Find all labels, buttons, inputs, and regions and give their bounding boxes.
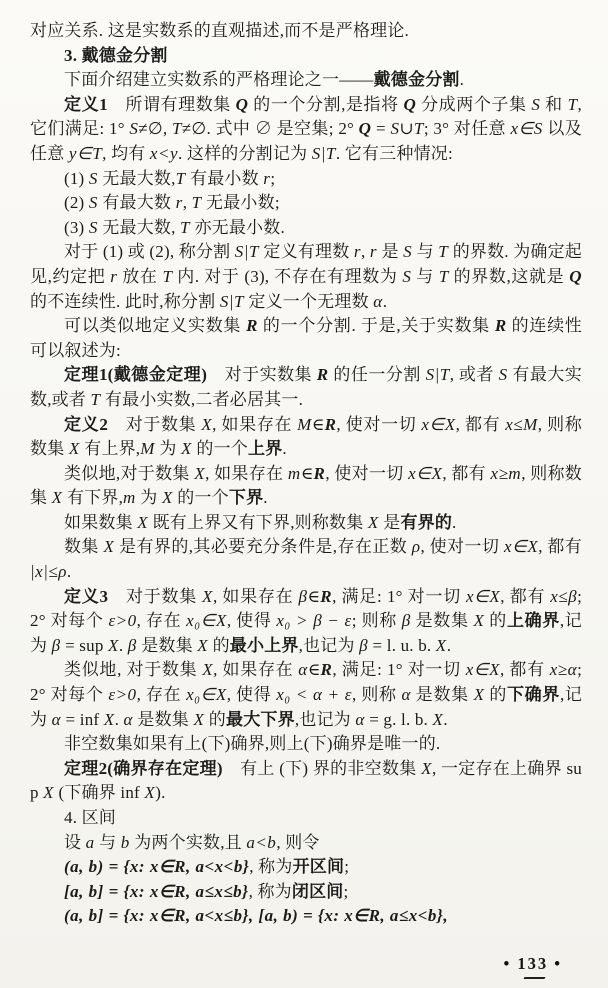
page-number-text: • 133 • [503,954,562,973]
text-run: (1) [64,168,89,188]
text-run: 如果数集 [64,512,138,532]
definition-1 [30,93,582,167]
text-run: 是 [377,242,404,262]
para-infimum [30,658,582,732]
math-expression: β [359,635,369,655]
text-run: , 使对一切 [420,537,504,557]
text-run: 的 [484,611,507,631]
text-run: 的不连续性. 此时,称分割 [30,291,220,311]
text-run: 是数集 [132,709,194,729]
text-run: 非空数集如果有上(下)确界,则上(下)确界是唯一的. [64,734,441,754]
math-expression: α [401,685,411,705]
emphasis-term: 3. 戴德金分割 [64,45,168,65]
math-expression: X [367,512,379,532]
text-run: 的一个 [191,439,248,459]
math-expression: X [432,709,444,729]
math-expression: S [129,119,139,139]
text-run: , [360,242,370,262]
math-expression: α [298,660,308,680]
emphasis-term: 上确界 [506,611,560,631]
emphasis-term: 定义3 [64,586,109,606]
math-expression: S|T [234,242,259,262]
math-expression: (a, b) = {x: x∈R, a<x<b} [64,857,250,877]
section-heading-dedekind-cut [30,44,582,69]
math-expression: Q [235,94,249,114]
math-expression: a [85,832,95,852]
math-expression: T [438,242,449,262]
text-run: = g. l. b. [364,709,433,729]
math-expression: T [90,389,101,409]
para-interval-setup [30,831,582,856]
text-run: 以及任意 [30,119,582,163]
math-expression: ε>0 [108,611,137,631]
page-number [503,954,562,974]
math-expression: T [438,266,449,286]
text-run: 的一个 [172,488,229,508]
text-run: ∈ [300,463,314,483]
text-run: , 都有 [442,463,491,483]
section-heading-interval [30,806,582,831]
emphasis-term: 定义1 [64,94,108,114]
text-run: 对于实数集 [207,365,317,385]
text-run: 是数集 [136,635,198,655]
math-expression: x∈X [421,414,456,434]
definition-3 [30,585,582,659]
math-expression: Q [358,119,372,139]
text-run: ,记为 [30,611,583,655]
math-expression: Q [569,266,582,286]
text-run: 的 [208,635,230,655]
text-run: ; 2° 对每个 [30,660,582,705]
text-run: 既有上界又有下界,则称数集 [148,512,368,532]
case-3 [30,216,582,241]
text-run: , 存在 [136,611,187,631]
text-run: ; 2° 对每个 [30,586,583,631]
text-run: . 这样的分割记为 [177,143,312,163]
text-run: = [371,119,391,139]
math-expression: X [202,660,214,680]
emphasis-term: 戴德金分割 [373,70,460,90]
page-body [30,19,582,929]
math-expression: α [355,709,365,729]
text-run: , 存在 [136,685,187,705]
text-run: ∈ [311,414,325,434]
text-run: , 满足: 1° 对一切 [332,586,466,606]
case-1 [30,167,582,192]
math-expression: r [263,168,271,188]
math-expression: M [297,414,312,434]
text-run: ,它们满足: 1° [30,94,582,139]
math-expression: R [494,316,507,336]
text-run: . [452,512,457,532]
emphasis-term: 最大下界 [226,709,295,729]
math-expression: x₀∈X [186,685,227,705]
emphasis-term: 开区间 [292,857,345,877]
math-expression: X [161,488,173,508]
math-expression: X [435,635,447,655]
math-expression: X [103,537,115,557]
text-run: 与 [411,266,439,286]
text-run: . [459,70,465,90]
text-run: 有上 (下) 界的非空数集 [222,758,422,778]
text-run: , 都有 [455,414,506,434]
text-run: . 它有三种情况: [335,143,453,163]
math-expression: x≤β [550,586,578,606]
text-run: ; 则称 [351,611,402,631]
math-expression: T [180,217,190,237]
math-expression: R [316,365,329,385]
math-expression: X [194,463,206,483]
math-expression: (a, b] = {x: x∈R, a<x≤b}, [a, b) = {x: x∈R, a≤x<b}, [64,906,449,926]
math-expression: α [373,291,383,311]
math-expression: m [287,463,301,483]
text-run: 4. 区间 [64,808,116,827]
text-run: (3) [64,217,89,237]
para-dedekind-intro [30,68,582,93]
math-expression: r [110,266,118,286]
math-expression: X [43,783,55,803]
text-run: ≠∅. 式中 ∅ 是空集; 2° [181,119,359,139]
text-run: 为两个实数,且 [129,832,247,852]
math-expression: x₀ < α + ε [276,685,352,705]
text-run: 亦无最小数. [190,217,285,237]
text-run: 的界数. 为确定起见,约定把 [30,242,583,286]
math-expression: X [197,635,209,655]
text-run: , 使对一切 [336,414,422,434]
text-run: 数集 [64,537,104,557]
math-expression: ρ [411,537,421,557]
text-run: 有下界, [62,488,124,508]
text-run: ). [155,783,166,803]
math-expression: T [162,266,173,286]
text-run: 为 [154,439,182,459]
text-run: 是数集 [410,611,474,631]
emphasis-term: 定理1(戴德金定理) [64,365,208,385]
text-run: . [66,562,72,582]
math-expression: x∈X [408,463,443,483]
math-expression: X [473,611,485,631]
text-run: , 如果存在 [212,586,299,606]
text-run: = sup [60,635,108,655]
text-run: 的界数,这就是 [448,266,570,286]
text-run: , 都有 [500,586,551,606]
emphasis-term: 定义2 [64,414,109,434]
math-expression: R [313,463,326,483]
text-run: , 一定存在上确界 sup [30,758,583,803]
emphasis-term: 上界 [247,439,283,459]
math-expression: S [88,168,98,188]
math-expression: T [175,168,186,188]
text-run: 有上界, [79,439,141,459]
math-expression: Q [403,94,417,114]
text-run: 分成两个子集 [416,94,532,114]
pen-underline-mark [523,977,545,979]
definition-2 [30,413,582,462]
math-expression: S [531,94,541,114]
text-run: 放在 [117,266,163,286]
math-expression: X [201,414,213,434]
math-expression: x∈X [465,586,501,606]
text-run: ; 3° 对任意 [423,119,511,139]
text-run: = inf [61,709,104,729]
text-run: 有最小实数,二者必居其一. [100,389,304,409]
math-expression: a<b [246,832,277,852]
text-run: , 如果存在 [212,414,298,434]
text-run: 对应关系. 这是实数系的直观描述,而不是严格理论. [30,21,409,40]
para-real-cut [30,314,582,363]
text-run: 的 [484,685,508,705]
math-expression: x≤M [505,414,538,434]
math-expression: S [88,193,98,213]
math-expression: x∈X [504,537,539,557]
text-run: , 都有 [500,660,550,680]
math-expression: S [88,217,98,237]
text-run: . [446,635,452,655]
para-lower-bound [30,462,582,511]
math-expression: R [320,586,333,606]
text-run: 对于数集 [108,586,203,606]
text-run: 的连续性可以叙述为: [30,316,583,360]
text-run: 的 [204,709,226,729]
math-expression: R [320,660,333,680]
text-run: ∈ [307,586,321,606]
math-expression: X [181,439,192,459]
math-expression: ε>0 [108,685,137,705]
math-expression: r [369,242,378,262]
math-expression: T [413,119,424,139]
text-run: , 均有 [102,143,150,163]
emphasis-term: 最小上界 [229,635,299,655]
math-expression: r [175,193,183,213]
text-run: 为 [135,488,162,508]
text-run: , 使得 [226,611,277,631]
para-bounded-condition [30,535,582,584]
math-expression: X [144,783,156,803]
text-run: . [443,709,448,729]
text-run: 和 [540,94,568,114]
text-run: , 如果存在 [213,660,299,680]
text-run: 定义有理数 [258,242,354,262]
math-expression: [a, b] = {x: x∈R, a≤x≤b} [64,881,249,901]
math-expression: x≥α [549,660,578,680]
text-run: 类似地,对于数集 [64,463,195,483]
math-expression: S [498,365,508,385]
math-expression: X [103,709,115,729]
text-run: 类似地, 对于数集 [64,660,203,680]
text-run: (2) [64,193,89,213]
text-run: 是有界的,其必要充分条件是,存在正数 [114,537,412,557]
emphasis-term: 下界 [228,488,264,508]
text-run: 所谓有理数集 [107,94,236,114]
text-run: , 称为 [249,857,293,877]
math-expression: S [390,119,400,139]
text-run: 是 [378,512,401,532]
math-expression: m [123,488,136,508]
text-run: , 使得 [226,685,277,705]
text-run: 与 [412,242,439,262]
formula-open-interval [30,855,582,880]
para-boundary-number [30,240,582,314]
math-expression: S|T [219,291,244,311]
text-run: 的任一分割 [328,365,426,385]
math-expression: X [68,439,80,459]
math-expression: β [127,635,137,655]
math-expression: x₀∈X [186,611,227,631]
text-run: , 则称 [351,685,402,705]
math-expression: α [51,709,62,729]
text-run: , 如果存在 [205,463,288,483]
text-run: . [282,439,287,459]
text-run: 内. 对于 (3), 不存在有理数为 [172,266,403,286]
text-run: (下确界 inf [54,783,145,803]
text-run: 是数集 [410,685,474,705]
math-expression: S [403,242,413,262]
para-bounded [30,511,582,536]
emphasis-term: 有界的 [400,512,453,532]
math-expression: X [137,512,149,532]
text-run: 定义一个无理数 [243,291,374,311]
math-expression: R [324,414,337,434]
text-run: 无最小数; [201,193,280,213]
math-expression: T [171,119,182,139]
text-run: 的一个分割. 于是,关于实数集 [257,316,495,336]
para-intro-continuation [30,19,582,44]
text-run: , 满足: 1° 对一切 [332,660,466,680]
text-run: , 称为 [248,881,292,901]
emphasis-term: 定理2(确界存在定理) [64,758,223,778]
math-expression: M [140,439,155,459]
formula-closed-interval [30,880,582,905]
math-expression: x∈S [510,119,543,139]
text-run: , 则令 [276,832,320,852]
math-expression: X [202,586,213,606]
text-run: 设 [64,832,86,852]
math-expression: y∈T [68,143,103,163]
case-2 [30,191,582,216]
text-run: ∈ [307,660,321,680]
emphasis-term: 闭区间 [291,881,344,901]
math-expression: β [298,586,308,606]
text-run: ,也记为 [294,709,356,729]
math-expression: S|T [311,143,336,163]
text-run: . [263,488,268,508]
text-run: . [114,709,124,729]
math-expression: S [402,266,412,286]
text-run: ; [343,881,349,901]
theorem-1-dedekind [30,363,582,412]
text-run: . [118,635,128,655]
math-expression: x≥m [490,463,522,483]
text-run: 对于 (1) 或 (2), 称分割 [64,242,235,262]
para-uniqueness [30,732,582,757]
text-run: 无最大数, [97,168,176,188]
math-expression: S|T [425,365,450,385]
text-run: 的一个分割,是指将 [248,94,404,114]
math-expression: X [473,685,485,705]
text-run: ∪ [399,119,414,139]
text-run: 有最大数 [97,193,176,213]
math-expression: r [353,242,361,262]
math-expression: b [120,832,130,852]
text-run: 可以类似地定义实数集 [64,316,247,336]
text-run: 与 [94,832,121,852]
math-expression: T [567,94,578,114]
text-run: , 或者 [449,365,499,385]
text-run: 下面介绍建立实数系的严格理论之一—— [64,70,374,90]
emphasis-term: 下确界 [507,685,560,705]
text-run: ; [270,168,276,188]
text-run: 对于数集 [108,414,202,434]
math-expression: X [107,635,119,655]
text-run: , 则称数集 [30,463,582,508]
text-run: , [182,193,192,213]
text-run: , 则称数集 [30,414,582,459]
math-expression: X [51,488,63,508]
math-expression: x∈X [465,660,500,680]
math-expression: α [123,709,133,729]
text-run: , 使对一切 [325,463,409,483]
formula-half-open-intervals [30,904,582,929]
math-expression: T [191,193,202,213]
text-run: 有最小数 [185,168,264,188]
math-expression: β [51,635,61,655]
text-run: , 都有 [538,537,582,557]
math-expression: |x|≤ρ [30,562,67,582]
math-expression: X [421,758,432,778]
text-run: ≠∅, [138,119,172,139]
text-run: = l. u. b. [368,635,436,655]
text-run: ,记为 [30,685,583,729]
math-expression: β [401,611,411,631]
text-run: 无最大数, [97,217,181,237]
math-expression: R [246,316,258,336]
text-run: 有最大实数,或者 [30,365,583,409]
text-run: . [382,291,388,311]
text-run: ; [344,857,350,877]
math-expression: x₀ > β − ε [276,611,352,631]
math-expression: x<y [149,143,178,163]
text-run: ,也记为 [298,635,360,655]
theorem-2-supremum-existence [30,757,582,806]
math-expression: X [193,709,205,729]
